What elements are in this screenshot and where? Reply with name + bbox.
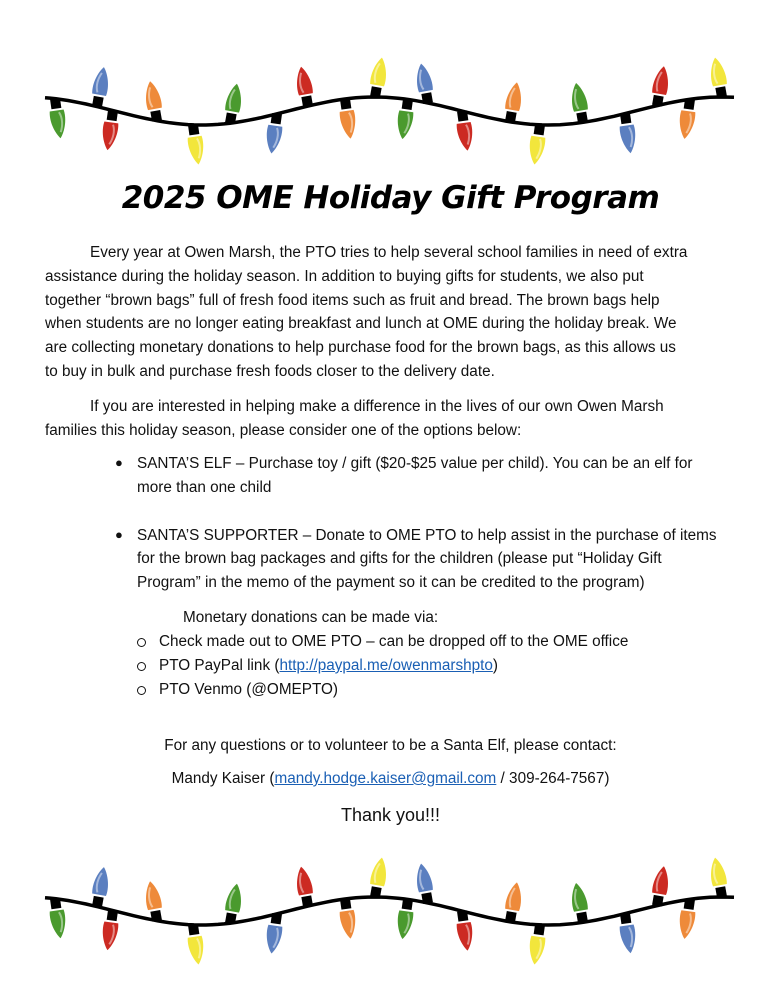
donations-heading: Monetary donations can be made via: — [183, 609, 439, 626]
bulb-orange-icon — [677, 98, 697, 140]
bulb-yellow-icon — [527, 924, 547, 966]
intro-line: are collecting monetary donations to help purchase food for the brown bags, as this allows us — [45, 339, 676, 356]
bulb-yellow-icon — [708, 856, 730, 898]
bulb-orange-icon — [503, 881, 525, 923]
contact-name: Mandy Kaiser ( — [171, 770, 275, 787]
intro-line: when students are no longer eating breakfast and lunch at OME during the holiday break. We — [45, 315, 677, 332]
bulb-green-icon — [223, 82, 245, 124]
bulb-green-icon — [395, 898, 415, 940]
contact-email-link[interactable]: mandy.hodge.kaiser@gmail.com — [274, 770, 497, 787]
bulb-yellow-icon — [186, 124, 206, 166]
bulb-blue-icon — [90, 66, 112, 108]
options-intro-line: If you are interested in helping make a difference in the lives of our own Owen Marsh — [90, 398, 664, 415]
intro-line: together “brown bags” full of fresh food items such as fruit and bread. The brown bags help — [45, 292, 660, 309]
bulb-blue-icon — [414, 62, 436, 104]
bulb-red-icon — [100, 910, 120, 952]
paypal-label: PTO PayPal link ( — [159, 657, 280, 674]
option-supporter-line: Program” in the memo of the payment so it can be credited to the program) — [137, 574, 645, 591]
paypal-suffix: ) — [492, 657, 498, 674]
contact-heading: For any questions or to volunteer to be a Santa Elf, please contact: — [164, 737, 617, 754]
bulb-orange-icon — [338, 98, 358, 140]
bulb-red-icon — [455, 110, 475, 152]
bulb-orange-icon — [338, 898, 358, 940]
bulb-green-icon — [569, 882, 591, 924]
bulb-blue-icon — [264, 113, 284, 155]
circle-bullet-icon — [137, 662, 146, 671]
intro-line: assistance during the holiday season. In addition to buying gifts for students, we also put — [45, 268, 644, 285]
bulb-orange-icon — [503, 81, 525, 123]
options-intro-line: families this holiday season, please consider one of the options below: — [45, 422, 522, 439]
circle-bullet-icon — [137, 638, 146, 647]
option-supporter-line: SANTA’S SUPPORTER – Donate to OME PTO to help assist in the purchase of items — [137, 527, 717, 544]
bulb-red-icon — [294, 865, 316, 907]
contact-phone: / 309-264-7567) — [496, 770, 610, 787]
donation-venmo: PTO Venmo (@OMEPTO) — [159, 681, 339, 698]
bulb-green-icon — [223, 882, 245, 924]
paypal-link[interactable]: http://paypal.me/owenmarshpto — [279, 657, 493, 674]
bulb-blue-icon — [90, 866, 112, 908]
contact-info — [0, 769, 781, 789]
bulb-yellow-icon — [368, 56, 390, 98]
circle-bullet-icon — [137, 686, 146, 695]
bulb-orange-icon — [677, 898, 697, 940]
bullet-icon: ● — [115, 455, 123, 470]
bulb-blue-icon — [618, 113, 638, 155]
bulb-orange-icon — [143, 80, 165, 122]
bulb-green-icon — [48, 898, 68, 940]
bullet-icon: ● — [115, 527, 123, 542]
christmas-lights-top-icon — [0, 30, 781, 170]
bulb-red-icon — [294, 65, 316, 107]
intro-line: to buy in bulk and purchase fresh foods closer to the delivery date. — [45, 363, 495, 380]
bulb-blue-icon — [264, 913, 284, 955]
bulb-red-icon — [650, 865, 672, 907]
bulb-blue-icon — [414, 862, 436, 904]
donation-check: Check made out to OME PTO – can be dropped off to the OME office — [159, 633, 629, 650]
intro-line: Every year at Owen Marsh, the PTO tries to help several school families in need of extra — [90, 244, 688, 261]
christmas-lights-bottom-icon — [0, 830, 781, 970]
page-title: 2025 OME Holiday Gift Program — [121, 180, 660, 216]
donation-paypal — [159, 656, 498, 676]
bulb-green-icon — [395, 98, 415, 140]
bulb-blue-icon — [618, 913, 638, 955]
closing-text: Thank you!!! — [340, 805, 441, 825]
bulb-yellow-icon — [527, 124, 547, 166]
bulb-green-icon — [48, 98, 68, 140]
bulb-red-icon — [650, 65, 672, 107]
bulb-green-icon — [569, 82, 591, 124]
bulb-yellow-icon — [708, 56, 730, 98]
option-supporter-line: for the brown bag packages and gifts for the children (please put “Holiday Gift — [137, 550, 662, 567]
bulb-orange-icon — [143, 880, 165, 922]
bulb-red-icon — [100, 110, 120, 152]
bulb-yellow-icon — [186, 924, 206, 966]
option-elf-line: SANTA’S ELF – Purchase toy / gift ($20-$25 value per child). You can be an elf for — [137, 455, 693, 472]
bulb-red-icon — [455, 910, 475, 952]
option-elf-line: more than one child — [137, 479, 272, 496]
bulb-yellow-icon — [368, 856, 390, 898]
